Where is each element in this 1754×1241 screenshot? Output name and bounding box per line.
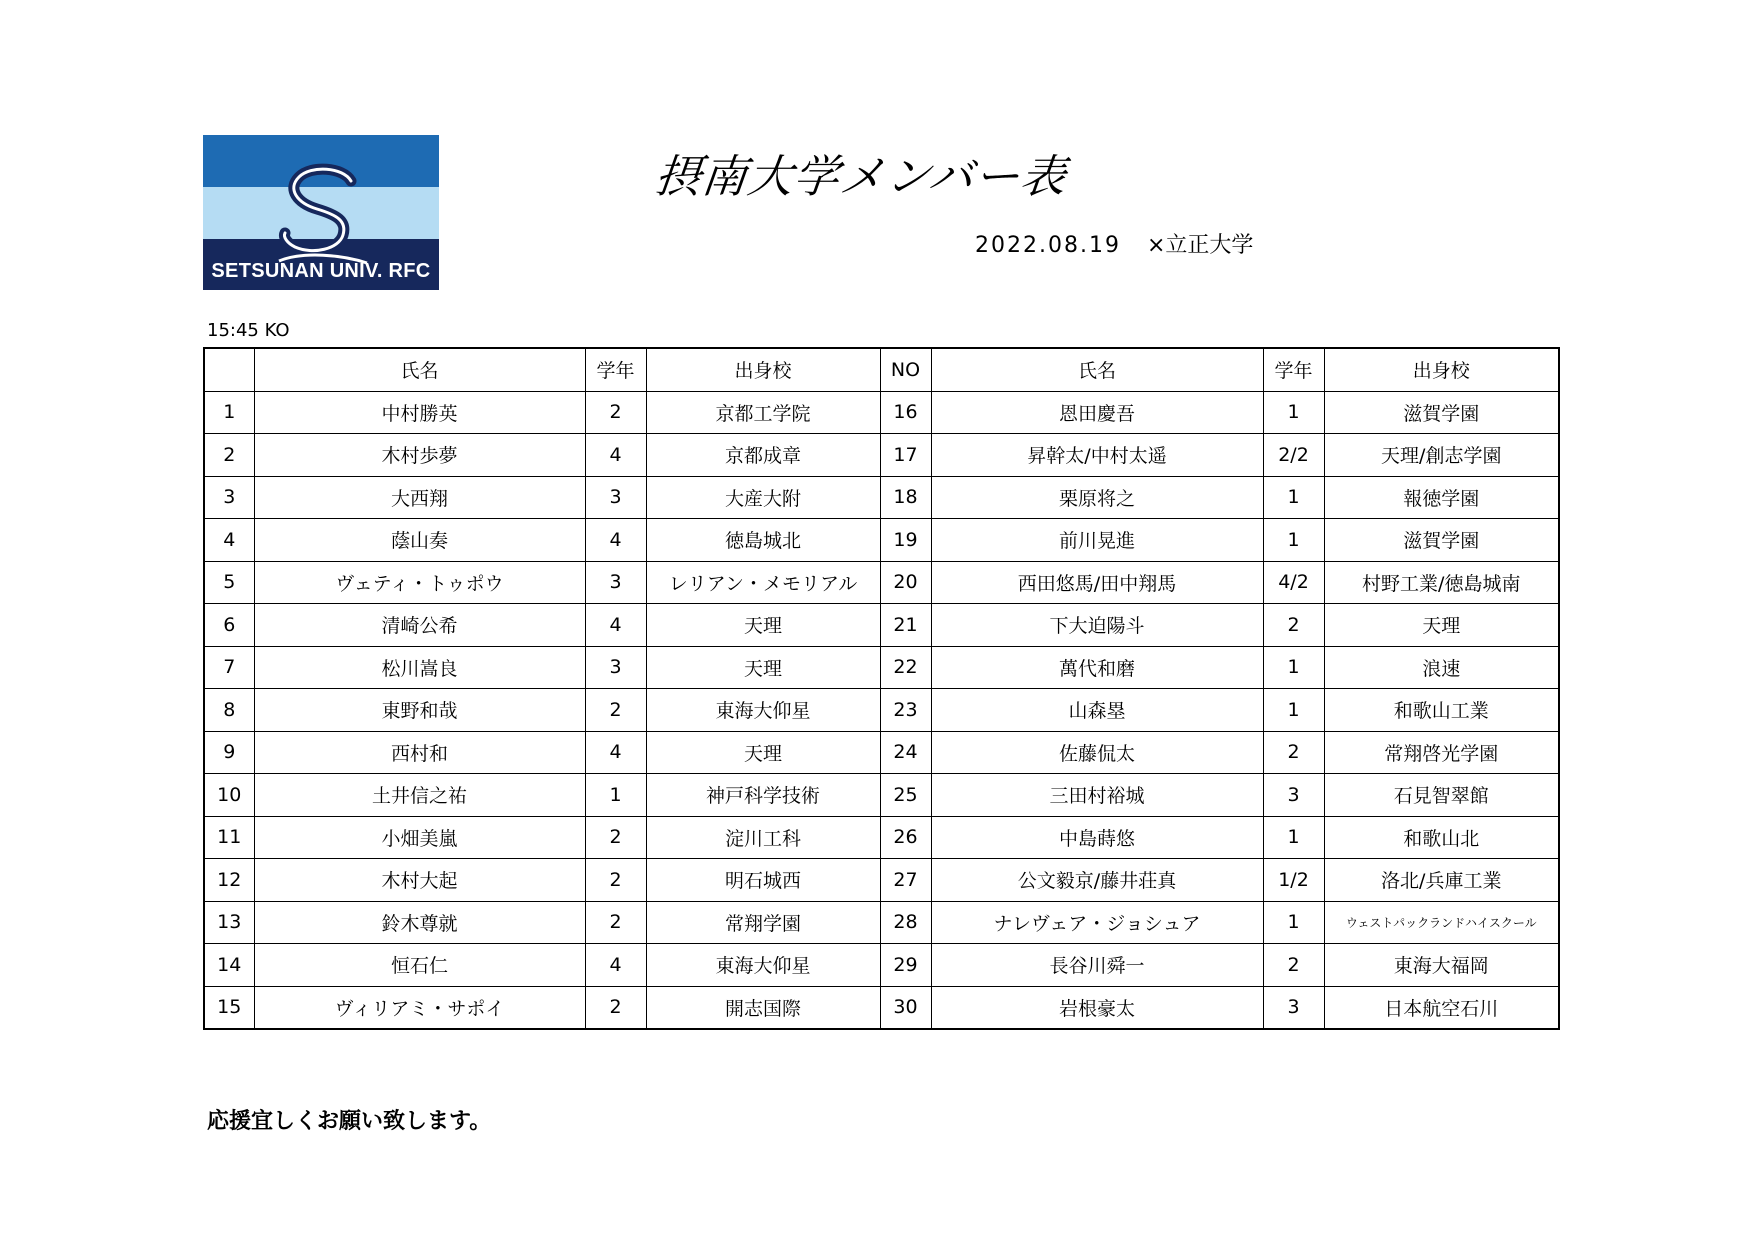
player-grade: 2	[585, 391, 646, 434]
player-number: 24	[880, 731, 931, 774]
kickoff-time: 15:45 KO	[207, 320, 290, 341]
opponent: ×立正大学	[1146, 233, 1254, 258]
player-name: 鈴木尊就	[254, 901, 585, 944]
player-school: 浪速	[1324, 646, 1559, 689]
player-name: 前川晃進	[931, 519, 1263, 562]
player-name: 山森塁	[931, 689, 1263, 732]
player-grade: 2	[585, 901, 646, 944]
table-row	[204, 944, 1559, 987]
player-name: ナレヴェア・ジョシュア	[931, 901, 1263, 944]
player-name: 東野和哉	[254, 689, 585, 732]
match-info	[975, 228, 1253, 259]
player-school: 大産大附	[646, 476, 880, 519]
player-name: 土井信之祐	[254, 774, 585, 817]
player-school: 徳島城北	[646, 519, 880, 562]
player-name: 西村和	[254, 731, 585, 774]
player-grade: 3	[1263, 986, 1324, 1029]
player-number: 15	[204, 986, 254, 1029]
table-row	[204, 519, 1559, 562]
player-name: 佐藤侃太	[931, 731, 1263, 774]
player-number: 1	[204, 391, 254, 434]
table-row	[204, 901, 1559, 944]
player-school: 滋賀学園	[1324, 391, 1559, 434]
player-name: 木村歩夢	[254, 434, 585, 477]
player-name: 長谷川舜一	[931, 944, 1263, 987]
player-number: 30	[880, 986, 931, 1029]
player-number: 12	[204, 859, 254, 902]
player-grade: 2	[585, 816, 646, 859]
player-school: 和歌山北	[1324, 816, 1559, 859]
player-name: 蔭山奏	[254, 519, 585, 562]
player-school: 和歌山工業	[1324, 689, 1559, 732]
player-number: 28	[880, 901, 931, 944]
player-name: 公文毅京/藤井荘真	[931, 859, 1263, 902]
player-school: 常翔啓光学園	[1324, 731, 1559, 774]
player-name: 清崎公希	[254, 604, 585, 647]
player-school: 天理	[646, 604, 880, 647]
player-number: 26	[880, 816, 931, 859]
player-grade: 3	[585, 646, 646, 689]
player-grade: 2	[1263, 604, 1324, 647]
header-name: 氏名	[254, 348, 585, 391]
player-school: 村野工業/徳島城南	[1324, 561, 1559, 604]
player-number: 9	[204, 731, 254, 774]
player-grade: 1	[1263, 646, 1324, 689]
table-row	[204, 689, 1559, 732]
player-grade: 1	[1263, 901, 1324, 944]
player-school: 滋賀学園	[1324, 519, 1559, 562]
player-grade: 2	[1263, 731, 1324, 774]
player-name: 松川嵩良	[254, 646, 585, 689]
player-school: 洛北/兵庫工業	[1324, 859, 1559, 902]
player-grade: 4	[585, 519, 646, 562]
player-name: 萬代和磨	[931, 646, 1263, 689]
player-school: 東海大福岡	[1324, 944, 1559, 987]
player-grade: 1	[1263, 689, 1324, 732]
table-row	[204, 731, 1559, 774]
player-number: 6	[204, 604, 254, 647]
player-number: 27	[880, 859, 931, 902]
player-name: 昇幹太/中村太遥	[931, 434, 1263, 477]
player-school: 報徳学園	[1324, 476, 1559, 519]
player-number: 4	[204, 519, 254, 562]
player-grade: 1	[1263, 816, 1324, 859]
player-grade: 2	[585, 859, 646, 902]
player-name: 木村大起	[254, 859, 585, 902]
match-date: 2022.08.19	[975, 233, 1121, 258]
player-school: 日本航空石川	[1324, 986, 1559, 1029]
player-name: 三田村裕城	[931, 774, 1263, 817]
table-row	[204, 391, 1559, 434]
player-school: 淀川工科	[646, 816, 880, 859]
player-grade: 1/2	[1263, 859, 1324, 902]
header-name-right: 氏名	[931, 348, 1263, 391]
table-row	[204, 986, 1559, 1029]
player-number: 8	[204, 689, 254, 732]
player-number: 29	[880, 944, 931, 987]
player-number: 14	[204, 944, 254, 987]
player-number: 11	[204, 816, 254, 859]
player-grade: 1	[1263, 391, 1324, 434]
player-name: 小畑美嵐	[254, 816, 585, 859]
table-row	[204, 774, 1559, 817]
player-grade: 2	[1263, 944, 1324, 987]
player-number: 13	[204, 901, 254, 944]
header-grade: 学年	[585, 348, 646, 391]
player-school: 天理	[646, 731, 880, 774]
logo-text: SETSUNAN UNIV. RFC	[211, 260, 431, 282]
player-grade: 4/2	[1263, 561, 1324, 604]
table-row	[204, 604, 1559, 647]
table-row	[204, 434, 1559, 477]
player-school: 明石城西	[646, 859, 880, 902]
member-table	[203, 347, 1560, 1030]
player-grade: 4	[585, 944, 646, 987]
table-row	[204, 859, 1559, 902]
player-number: 17	[880, 434, 931, 477]
player-school: 東海大仰星	[646, 944, 880, 987]
player-number: 25	[880, 774, 931, 817]
player-name: 恒石仁	[254, 944, 585, 987]
player-school: 神戸科学技術	[646, 774, 880, 817]
player-grade: 3	[1263, 774, 1324, 817]
player-number: 22	[880, 646, 931, 689]
header-school-right: 出身校	[1324, 348, 1559, 391]
player-name: 栗原将之	[931, 476, 1263, 519]
player-grade: 2	[585, 689, 646, 732]
player-school: 石見智翠館	[1324, 774, 1559, 817]
player-grade: 4	[585, 434, 646, 477]
player-school: 常翔学園	[646, 901, 880, 944]
player-grade: 1	[585, 774, 646, 817]
player-school: 開志国際	[646, 986, 880, 1029]
player-school: 天理	[1324, 604, 1559, 647]
player-number: 20	[880, 561, 931, 604]
player-name: ヴェティ・トゥポウ	[254, 561, 585, 604]
player-grade: 3	[585, 561, 646, 604]
player-grade: 2	[585, 986, 646, 1029]
table-row	[204, 816, 1559, 859]
table-header-row	[204, 348, 1559, 391]
player-school: 天理/創志学園	[1324, 434, 1559, 477]
player-name: 大西翔	[254, 476, 585, 519]
table-row	[204, 476, 1559, 519]
player-school: 天理	[646, 646, 880, 689]
team-logo	[203, 135, 439, 290]
player-number: 2	[204, 434, 254, 477]
table-row	[204, 561, 1559, 604]
player-name: 恩田慶吾	[931, 391, 1263, 434]
table-row	[204, 646, 1559, 689]
header-school: 出身校	[646, 348, 880, 391]
player-number: 10	[204, 774, 254, 817]
player-grade: 4	[585, 731, 646, 774]
player-number: 3	[204, 476, 254, 519]
header-number-right: NO	[880, 348, 931, 391]
player-school: 京都成章	[646, 434, 880, 477]
player-grade: 4	[585, 604, 646, 647]
player-number: 21	[880, 604, 931, 647]
player-number: 19	[880, 519, 931, 562]
player-school: レリアン・メモリアル	[646, 561, 880, 604]
player-number: 16	[880, 391, 931, 434]
player-name: 岩根豪太	[931, 986, 1263, 1029]
player-school: 東海大仰星	[646, 689, 880, 732]
player-name: 下大迫陽斗	[931, 604, 1263, 647]
support-message: 応援宜しくお願い致します。	[207, 1109, 492, 1134]
player-grade: 3	[585, 476, 646, 519]
player-school: ウェストパックランドハイスクール	[1324, 901, 1559, 944]
player-grade: 1	[1263, 476, 1324, 519]
page-title: 摂南大学メンバー表	[652, 150, 1070, 203]
player-name: ヴィリアミ・サポイ	[254, 986, 585, 1029]
table-body	[204, 391, 1559, 1029]
player-name: 西田悠馬/田中翔馬	[931, 561, 1263, 604]
player-name: 中島蒔悠	[931, 816, 1263, 859]
player-grade: 1	[1263, 519, 1324, 562]
player-number: 5	[204, 561, 254, 604]
header-number-left	[204, 348, 254, 391]
header-grade-right: 学年	[1263, 348, 1324, 391]
player-number: 18	[880, 476, 931, 519]
player-grade: 2/2	[1263, 434, 1324, 477]
player-name: 中村勝英	[254, 391, 585, 434]
player-number: 23	[880, 689, 931, 732]
player-school: 京都工学院	[646, 391, 880, 434]
player-number: 7	[204, 646, 254, 689]
s-emblem-icon	[273, 163, 373, 267]
